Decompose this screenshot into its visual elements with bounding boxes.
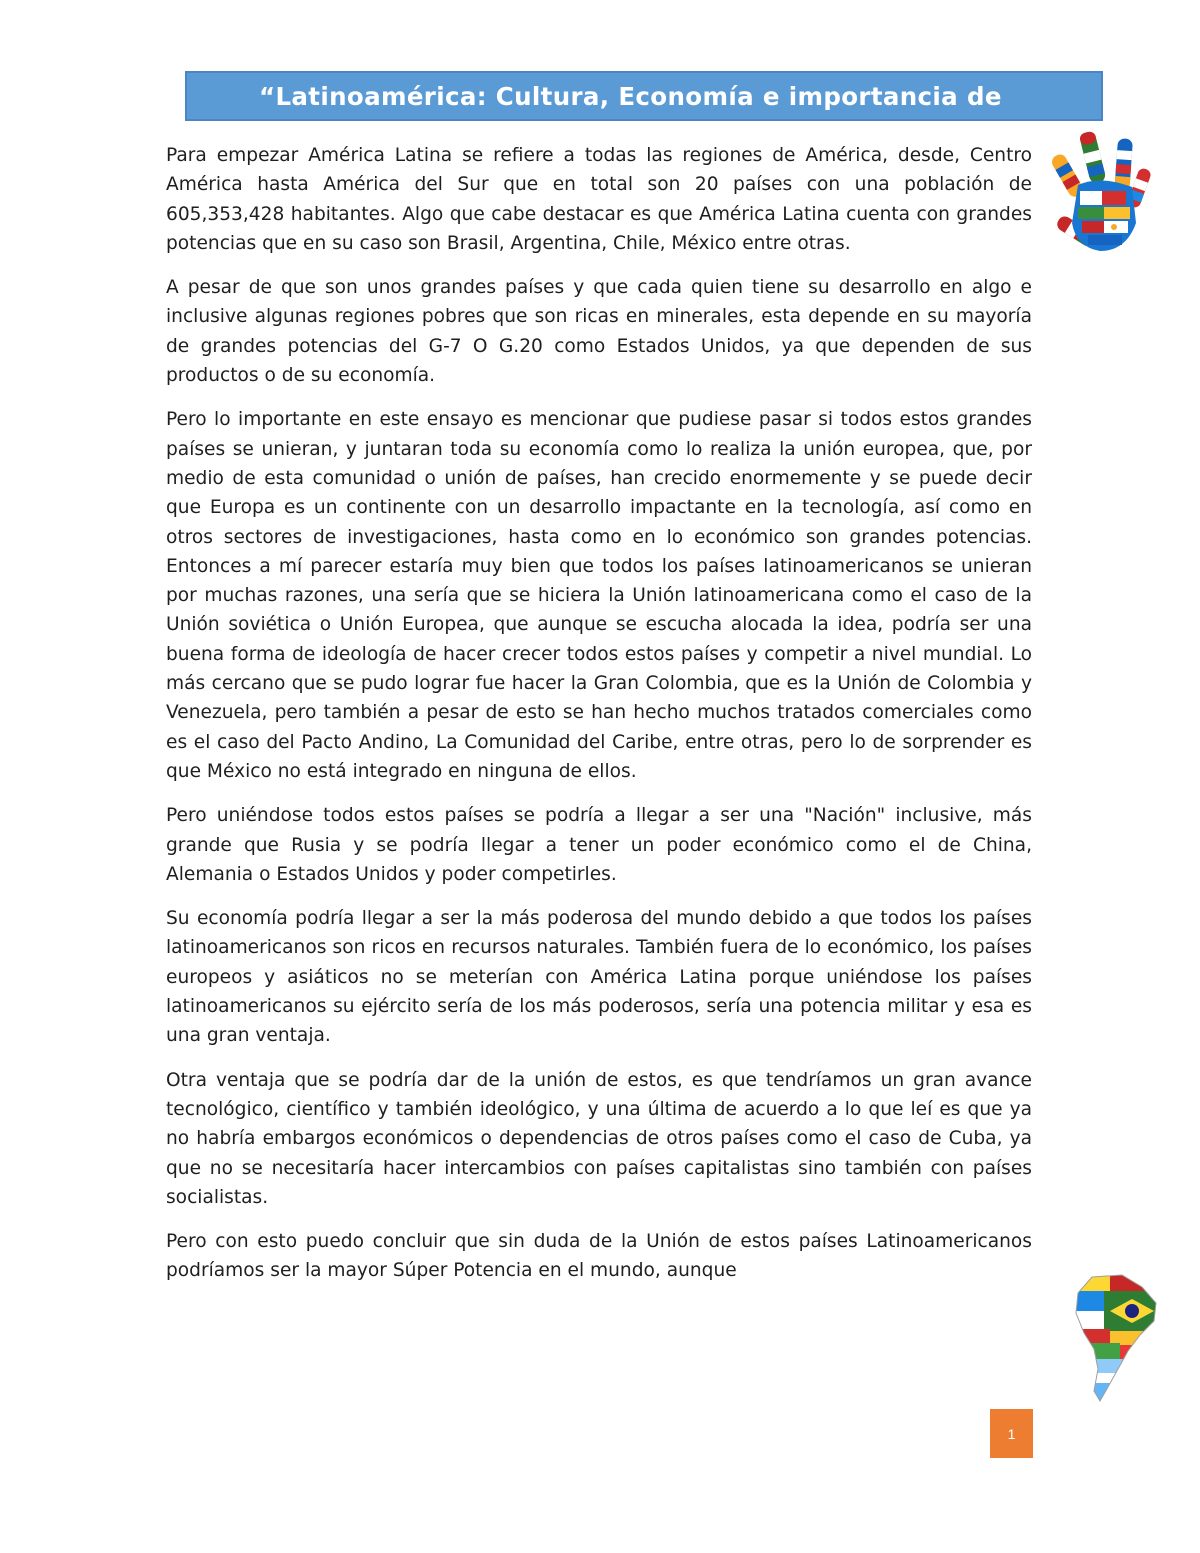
document-title: “Latinoamérica: Cultura, Economía e importancia de — [259, 82, 1002, 111]
south-america-flags-map-icon — [1070, 1273, 1160, 1403]
paragraph: Para empezar América Latina se refiere a todas las regiones de América, desde, Centro América hasta América del Sur que en total son 20 países con una población de 605,353,428 habitantes. Algo que cabe destacar es que América Latina cuenta con grandes potencias que en su caso son Brasil, Argentina, Chile, México entre otras. — [166, 145, 1032, 254]
document-body — [166, 141, 1032, 1301]
document-title-banner — [185, 71, 1103, 121]
paragraph: Su economía podría llegar a ser la más poderosa del mundo debido a que todos los países latinoamericanos son ricos en recursos naturales. También fuera de lo económico, los países europeos y asiáticos no se meterían con América Latina porque uniéndose los países latinoamericanos su ejército sería de los más poderosos, sería una potencia militar y esa es una gran ventaja. — [166, 908, 1032, 1047]
page-number: 1 — [1007, 1425, 1016, 1442]
page-number-badge — [990, 1409, 1033, 1458]
paragraph: Pero uniéndose todos estos países se podría a llegar a ser una "Nación" inclusive, más grande que Rusia y se podría llegar a tener un poder económico como el de China, Alemania o Estados Unidos y poder competirles. — [166, 805, 1032, 885]
paragraph: A pesar de que son unos grandes países y que cada quien tiene su desarrollo en algo e inclusive algunas regiones pobres que son ricas en minerales, esta depende en su mayoría de grandes potencias del G-7 O G.20 como Estados Unidos, ya que dependen de sus productos o de su economía. — [166, 277, 1032, 387]
paragraph: Pero lo importante en este ensayo es mencionar que pudiese pasar si todos estos grandes países se unieran, y juntaran toda su economía como lo realiza la unión europea, que, por medio de esta comunidad o unión de países, han crecido enormemente y se puede decir que Europa es un continente con un desarrollo impactante en la tecnología, así como en otros sectores de investigaciones, hasta como en lo económico son grandes potencias. Entonces a mí parecer estaría muy bien que todos los países latinoamericanos se unieran por muchas razones, una sería que se hiciera la Unión latinoamericana como el caso de la Unión soviética o Unión Europea, que aunque se escucha alocada la idea, podría ser una buena forma de ideología de hacer crecer todos estos países y competir a nivel mundial. Lo más cercano que se pudo lograr fue hacer la Gran Colombia, que es la Unión de Colombia y Venezuela, pero también a pesar de esto se han hecho muchos tratados comerciales como es el caso del Pacto Andino, La Comunidad del Caribe, entre otras, pero lo de sorprender es que México no está integrado en ninguna de ellos. — [166, 409, 1032, 782]
hand-with-flags-icon — [1038, 125, 1163, 255]
paragraph: Otra ventaja que se podría dar de la unión de estos, es que tendríamos un gran avance tecnológico, científico y también ideológico, y una última de acuerdo a lo que leí es que ya no habría embargos económicos o dependencias de otros países como el caso de Cuba, ya que no se necesitaría hacer intercambios con países capitalistas sino también con países socialistas. — [166, 1069, 1032, 1208]
paragraph: Pero con esto puedo concluir que sin duda de la Unión de estos países Latinoamericanos podríamos ser la mayor Súper Potencia en el mundo, aunque — [166, 1231, 1032, 1282]
